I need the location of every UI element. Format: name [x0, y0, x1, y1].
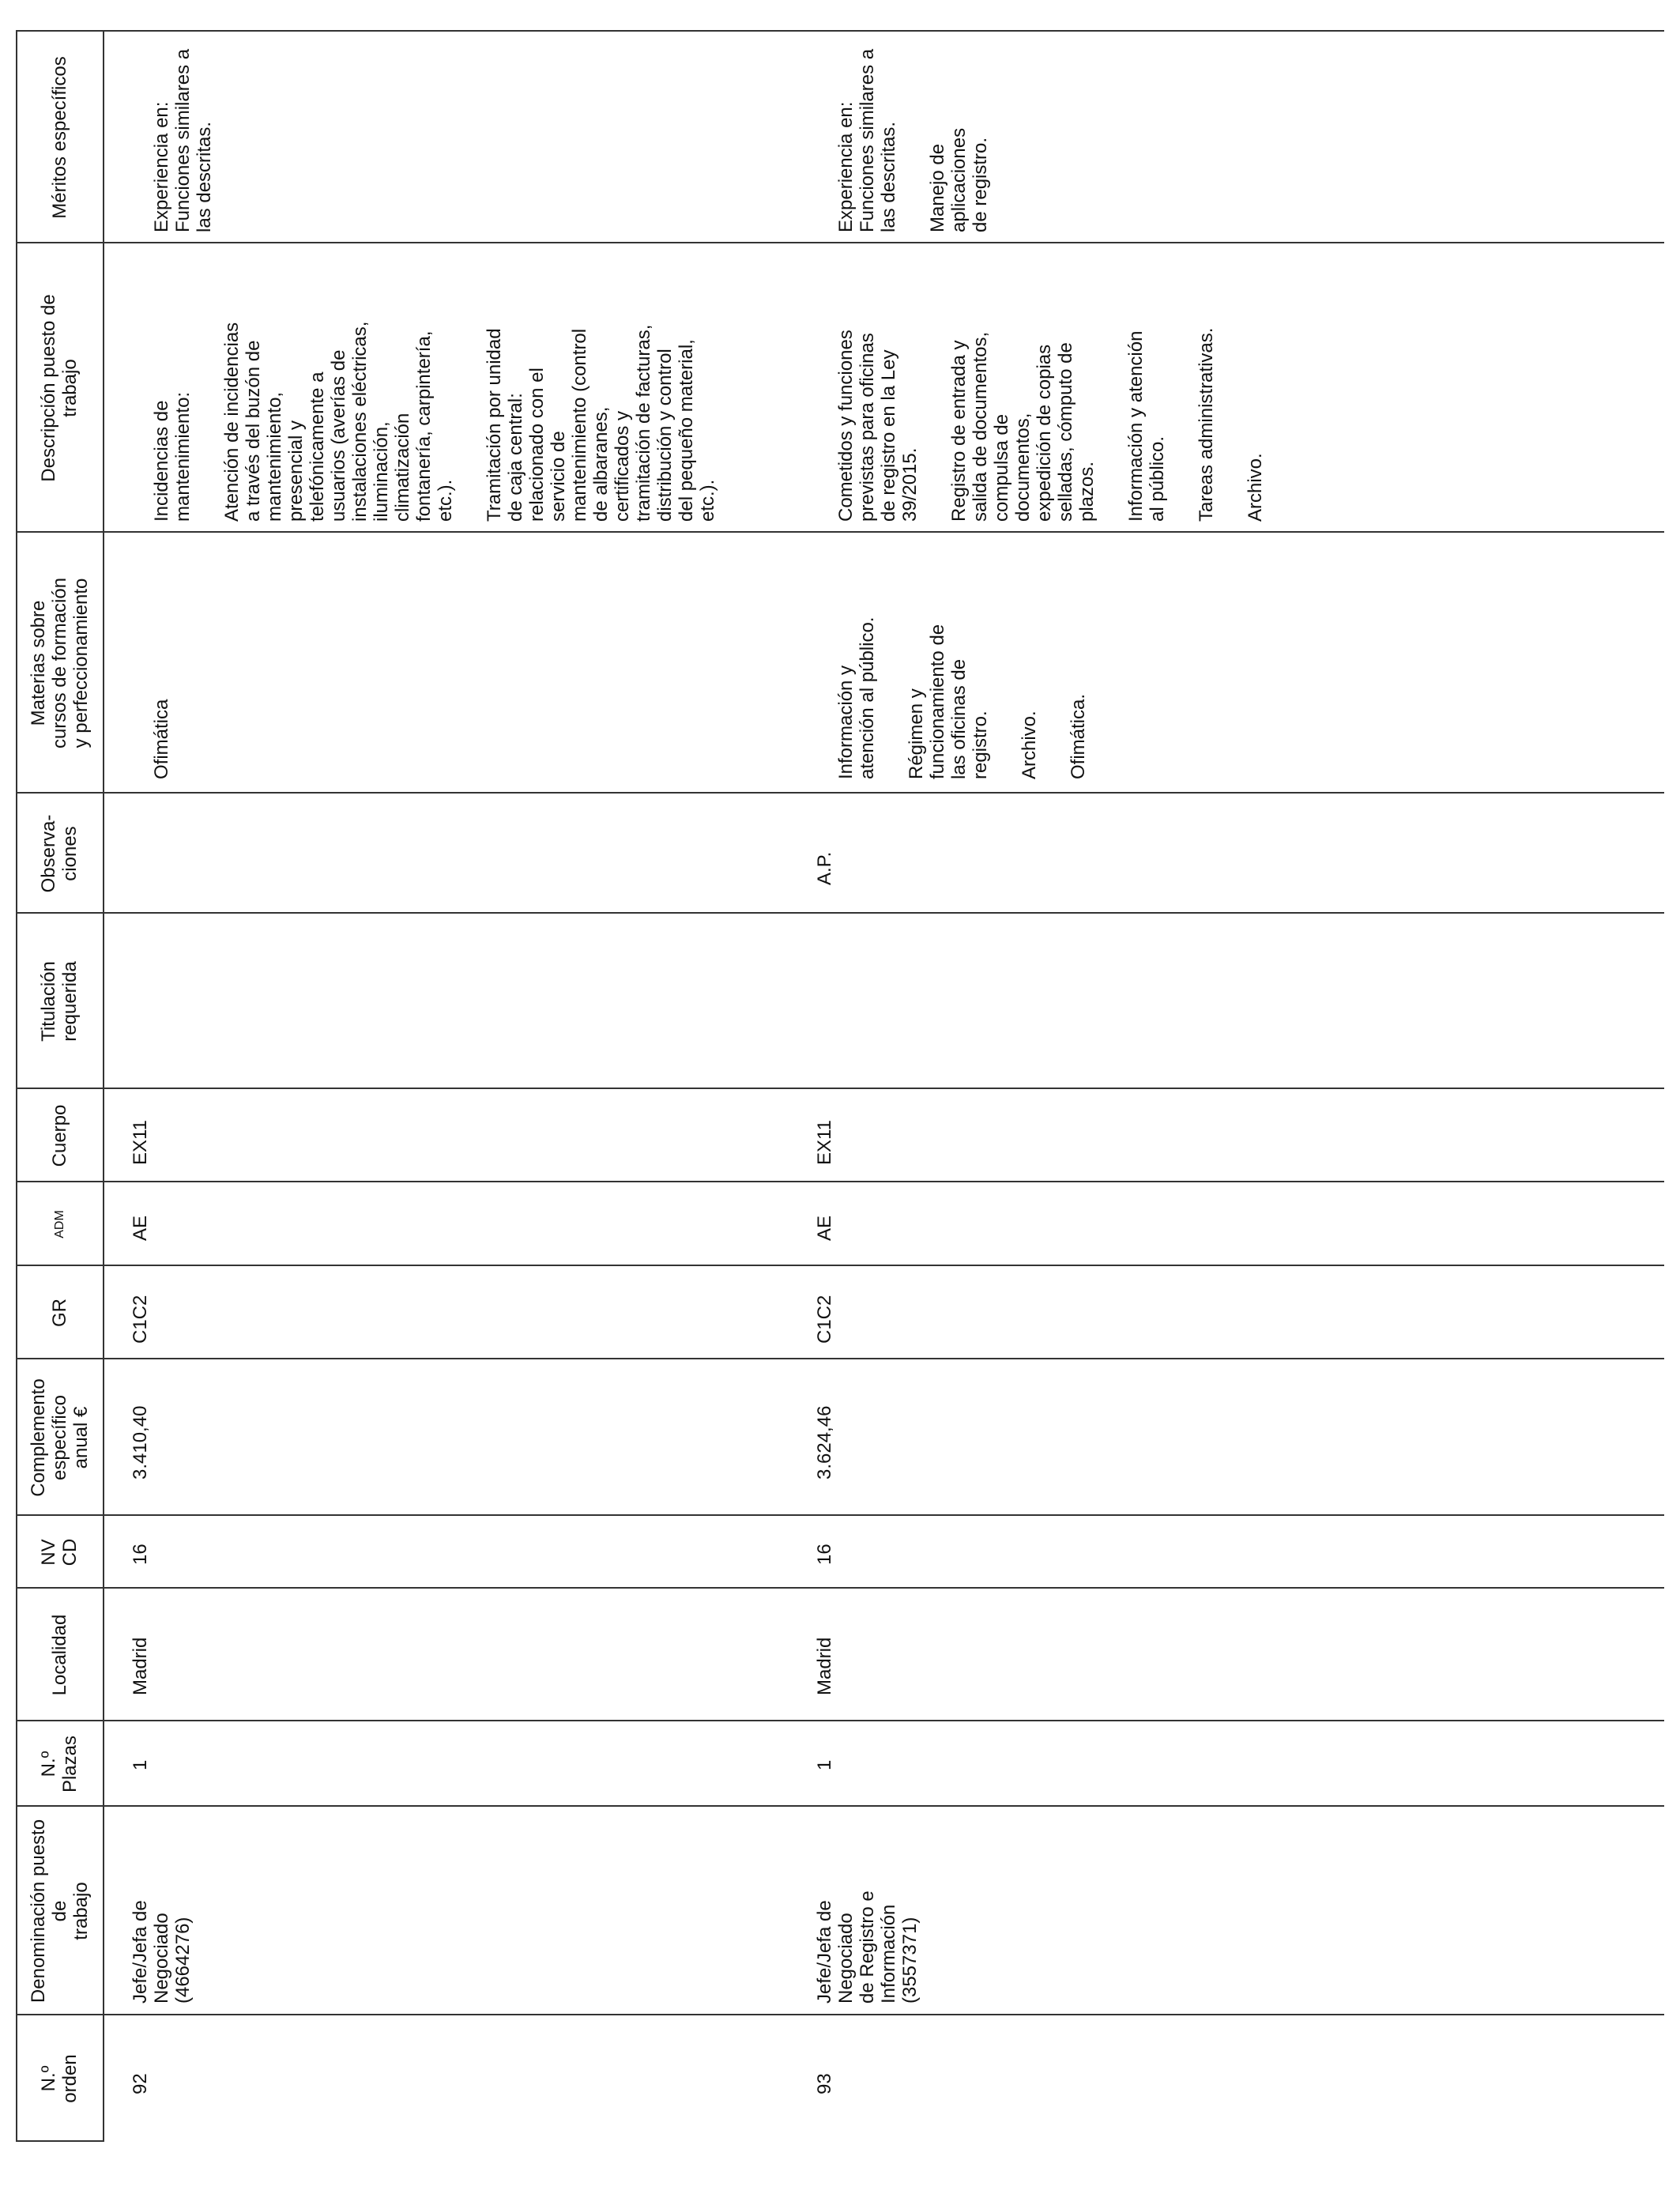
- cell-nivel: 16: [130, 1544, 151, 1565]
- merito-item: Experiencia en: Funciones similares a las descritas.: [151, 48, 215, 232]
- materia-item: Información y atención al público.: [835, 616, 878, 779]
- cell-materias: [814, 542, 1117, 779]
- cell-cuerpo: EX11: [814, 1120, 835, 1165]
- materia-item: Régimen y funcionamiento de las oficinas de registro.: [906, 624, 991, 779]
- merito-item: Manejo de aplicaciones de registro.: [927, 127, 991, 232]
- cell-localidad: Madrid: [130, 1637, 151, 1695]
- col-sep: [16, 1265, 1664, 1266]
- header-meritos: Méritos específicos: [48, 56, 70, 219]
- cell-adm: AE: [814, 1215, 835, 1241]
- col-sep: [16, 242, 1664, 243]
- col-sep: [16, 1181, 1664, 1182]
- header-orden: N.º orden: [38, 2054, 81, 2103]
- col-sep: [16, 1088, 1664, 1089]
- descripcion-item: Tareas administrativas.: [1196, 327, 1217, 522]
- materia-item: Ofimática.: [1068, 693, 1089, 779]
- header-plazas: N.º Plazas: [38, 1735, 81, 1793]
- cell-cuerpo: EX11: [130, 1120, 151, 1165]
- cell-plazas: 1: [130, 1759, 151, 1770]
- descripcion-item: Incidencias de mantenimiento:: [151, 391, 194, 522]
- header-nivel: NV CD: [38, 1538, 81, 1566]
- descripcion-item: Archivo.: [1245, 453, 1266, 522]
- header-titulacion: Titulación requerida: [38, 961, 81, 1042]
- cell-meritos: [814, 35, 1019, 232]
- col-sep: [16, 30, 1664, 32]
- header-gr: GR: [48, 1299, 70, 1327]
- header-localidad: Localidad: [48, 1614, 70, 1696]
- descripcion-item: Cometidos y funciones previstas para oficinas de registro en la Ley 39/2015.: [835, 330, 921, 522]
- descripcion-item: Registro de entrada y salida de documentos, compulsa de documentos, expedición de copias selladas, cómputo de plazos.: [948, 331, 1098, 522]
- cell-denominacion: Jefe/Jefa de Negociado de Registro e Información (3557371): [814, 1891, 921, 2004]
- descripcion-item: Atención de incidencias a través del buzón de mantenimiento, presencial y telefónicamente a usuarios (averías de instalaciones eléctricas, iluminación, climatización fontanería, carpintería, etc.).: [221, 321, 456, 522]
- materia-item: Archivo.: [1019, 711, 1040, 779]
- cell-plazas: 1: [814, 1759, 835, 1770]
- cell-meritos: [130, 35, 243, 232]
- header-complemento: Complemento específico anual €: [27, 1378, 92, 1497]
- header-bottom-rule: [103, 32, 104, 2142]
- col-sep: [16, 1587, 1664, 1589]
- job-positions-table: [16, 32, 1664, 2142]
- descripcion-item: Información y atención al público.: [1125, 330, 1168, 522]
- cell-gr: C1C2: [814, 1295, 835, 1344]
- cell-observaciones: A.P.: [814, 851, 835, 885]
- col-sep: [16, 2014, 1664, 2015]
- header-adm: ADM: [52, 1210, 66, 1238]
- descripcion-item: Tramitación por unidad de caja central: relacionado con el servicio de mantenimiento (control de albaranes, certificados y tramitación de facturas, distribución y control del pequeño material, etc.).: [484, 324, 718, 522]
- cell-gr: C1C2: [130, 1295, 151, 1344]
- col-sep: [16, 1514, 1664, 1516]
- header-observaciones: Observa- ciones: [38, 814, 81, 893]
- cell-descripcion: [130, 249, 746, 522]
- cell-denominacion: Jefe/Jefa de Negociado (4664276): [130, 1900, 194, 2004]
- col-sep: [16, 1720, 1664, 1721]
- col-sep: [16, 792, 1664, 794]
- col-sep: [16, 1358, 1664, 1359]
- cell-materias: [130, 542, 200, 779]
- cell-nivel: 16: [814, 1544, 835, 1565]
- header-descripcion: Descripción puesto de trabajo: [38, 294, 81, 482]
- merito-item: Experiencia en: Funciones similares a las descritas.: [835, 48, 899, 232]
- col-sep: [16, 912, 1664, 914]
- header-cuerpo: Cuerpo: [48, 1104, 70, 1167]
- header-materias: Materias sobre cursos de formación y perfeccionamiento: [27, 577, 92, 749]
- cell-complemento: 3.624,46: [814, 1405, 835, 1480]
- cell-descripcion: [814, 249, 1294, 522]
- cell-adm: AE: [130, 1215, 151, 1241]
- materia-item: Ofimática: [151, 699, 172, 779]
- cell-complemento: 3.410,40: [130, 1405, 151, 1480]
- cell-orden: 93: [814, 2073, 835, 2094]
- cell-orden: 92: [130, 2073, 151, 2094]
- col-sep: [16, 531, 1664, 533]
- cell-localidad: Madrid: [814, 1637, 835, 1695]
- header-denominacion: Denominación puesto de trabajo: [27, 1819, 92, 2004]
